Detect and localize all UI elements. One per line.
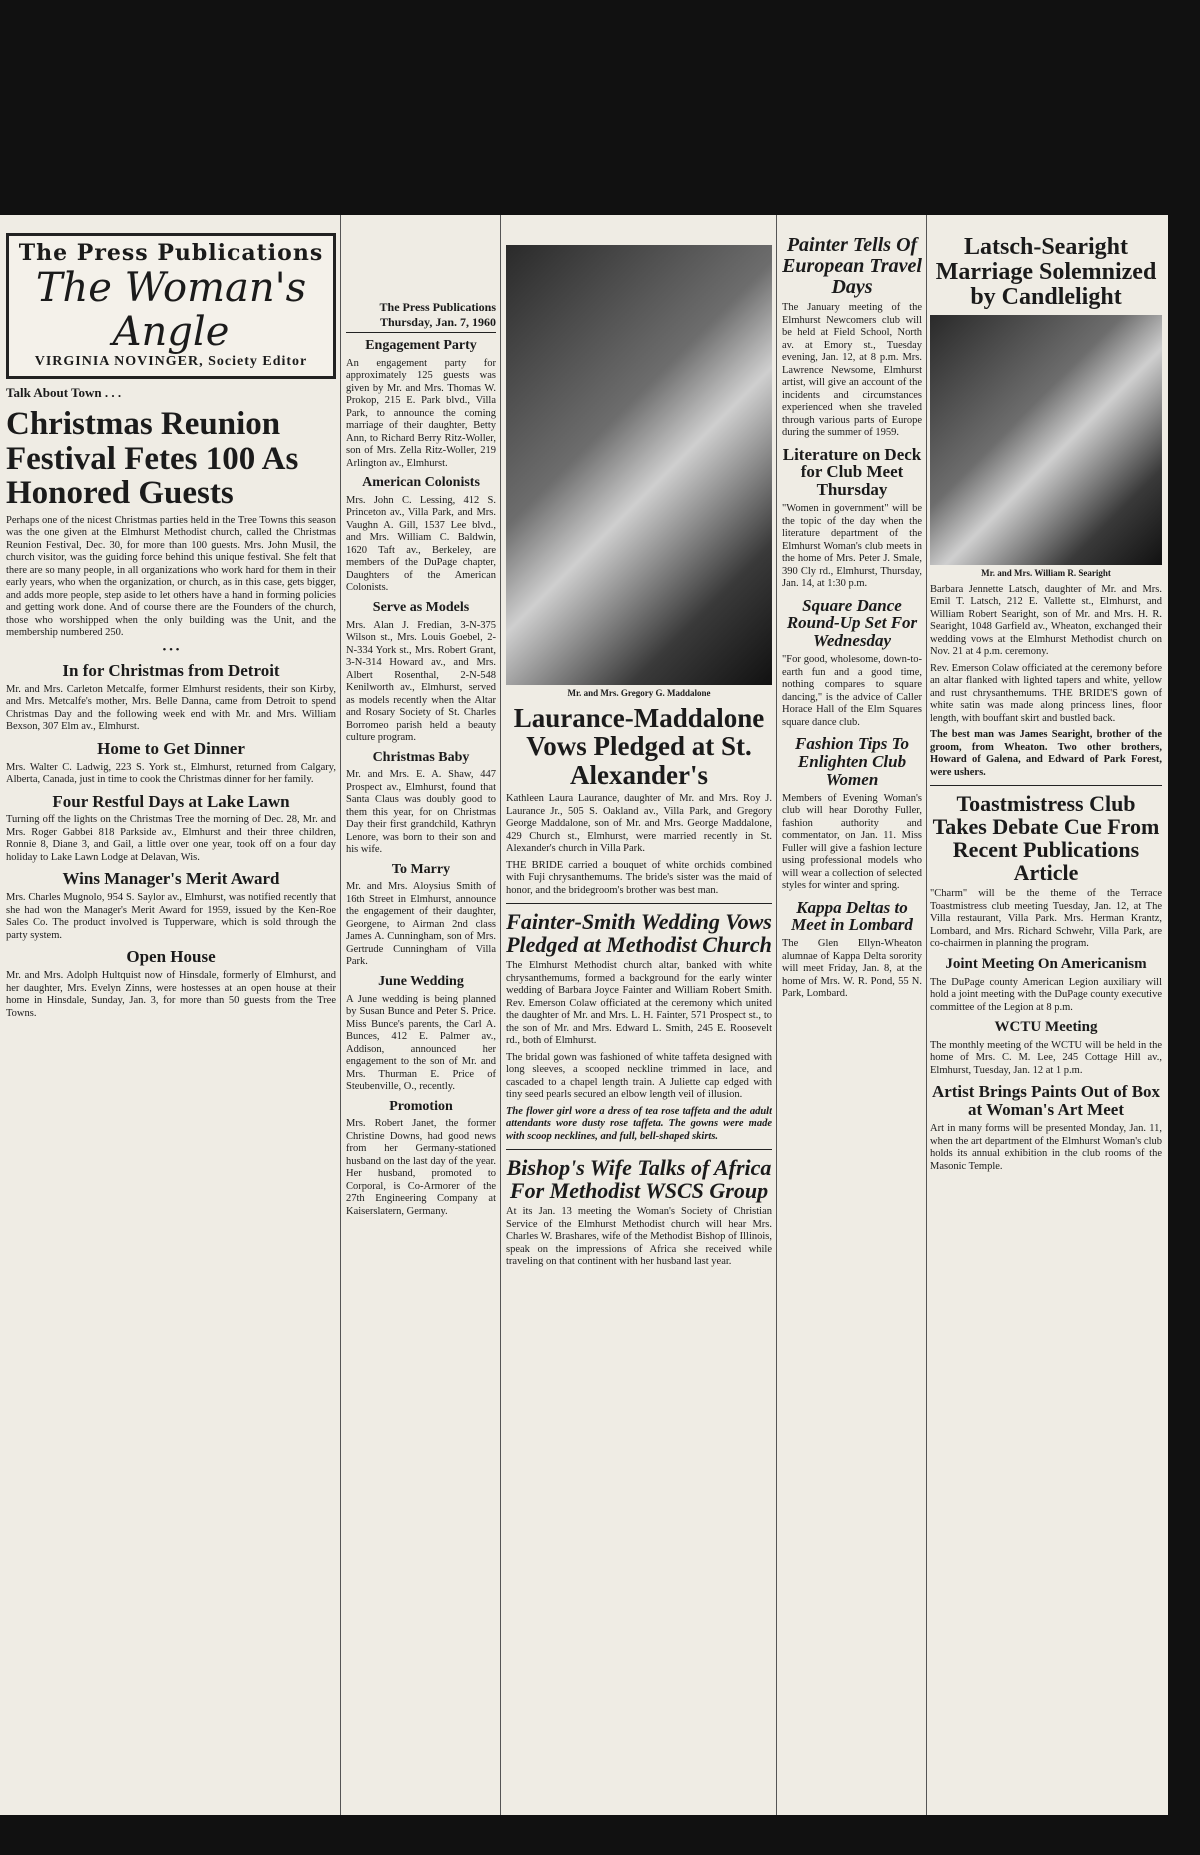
subhead: Open House	[126, 947, 216, 967]
article-body: Perhaps one of the nicest Christmas parties held in the Tree Towns this season was the one given at the Elmhurst Methodist church, called the Christmas Reunion Festival, Dec. 30, for more than 100 guests. Mrs. John Musil, the church visitor, was the guiding force behind this unique festival. She felt that there are so many people, in all organizations who work hard for them in their early years, who when the organization, or church, as in this case, gets bigger, and adds more people, step aside to let others have a hand in forming policies and getting work done. And of course there are the Founders of the church, those who worshipped when the only building was the Unit, and the membership numbered 250.	[6, 514, 336, 639]
wedding-photo	[506, 245, 772, 685]
subhead: Joint Meeting On Americanism	[945, 955, 1147, 972]
headline-christmas-reunion: Christmas Reunion Festival Fetes 100 As Honored Guests	[6, 406, 299, 512]
article-body: Turning off the lights on the Christmas Tree the morning of Dec. 28, Mr. and Mrs. Roger Gabbei 818 Parkside av., Elmhurst and their three children, Ronnie 8, Diane 3, and Gail, a little over one year, took off on a four day holiday to Lake Lawn Lodge at Delavan, Wis.	[6, 814, 336, 863]
article-body: Mr. and Mrs. Adolph Hultquist now of Hinsdale, formerly of Elmhurst, and her daughter, Mrs. Evelyn Zinns, were hostesses at an open house at their home in Hinsdale, Sunday, Jan. 3, for more than 50 guests from the Tree Towns.	[6, 970, 336, 1019]
article-body: Mr. and Mrs. Carleton Metcalfe, former Elmhurst residents, their son Kirby, and Mrs. Metcalfe's mother, Mrs. Belle Danna, came from Detroit to spend Christmas Day and the following week end with Mr. and Mrs. William Bexson, 307 Elm av., Elmhurst.	[6, 683, 336, 733]
article-body: Kathleen Laura Laurance, daughter of Mr. and Mrs. Roy J. Laurance Jr., 505 S. Oakland av., Villa Park, and Gregory George Maddalone, son of Mr. and Mrs. George Maddalone, 429 Church st., Elmhurst, were married recently in St. Alexander's church in Villa Park.	[506, 793, 772, 855]
headline-bishops-wife: Bishop's Wife Talks of Africa For Methodist WSCS Group	[506, 1155, 772, 1204]
article-body: The bridal gown was fashioned of white taffeta designed with long sleeves, a scooped neckline trimmed in lace, and cascaded to a chapel length train. A Juliette cap edged with tiny seed pearls secured an elbow length veil of illusion.	[506, 1051, 772, 1101]
masthead-section-title: The Woman's Angle	[35, 265, 307, 355]
column-rule	[776, 215, 777, 1815]
column-society-briefs	[346, 215, 496, 1815]
article-caption: The best man was James Searight, brother of the groom, from Wheaton. Two other brothers, Howard of Galena, and Edward of Park Forest, were ushers.	[930, 729, 1162, 778]
headline-square-dance: Square Dance Round-Up Set For Wednesday	[786, 595, 918, 651]
article-body: The monthly meeting of the WCTU will be held in the home of Mrs. C. M. Lee, 245 Cottage Hill av., Elmhurst, Tuesday, Jan. 12 at 1 p.m.	[930, 1039, 1162, 1076]
column-talk-about-town	[6, 215, 336, 1815]
article-body: The Elmhurst Methodist church altar, banked with white chrysanthemums, formed a background for the early winter wedding of Barbara Joyce Fainter and William Robert Smith. Rev. Emerson Colaw officiated at the ceremony which united the daughter of Mr. and Mrs. L. H. Fainter, 571 Prospect st., to the son of Mr. and Mrs. Edward L. Smith, 245 E. Roosevelt rd., both of Elmhurst.	[506, 960, 772, 1047]
photo-caption: Mr. and Mrs. Gregory G. Maddalone	[567, 688, 711, 698]
article-body: Mr. and Mrs. E. A. Shaw, 447 Prospect av., Elmhurst, found that Santa Claus was doubly good to them this year, for on Christmas Day their first grandchild, Kathryn Lenore, was born to their son and his wife.	[346, 769, 496, 856]
headline-fainter-smith: Fainter-Smith Wedding Vows Pledged at Methodist Church	[506, 909, 772, 958]
subhead: Christmas Baby	[372, 749, 470, 765]
article-body: At its Jan. 13 meeting the Woman's Society of Christian Service of the Elmhurst Methodist church will hear Mrs. Charles W. Brashares, wife of the Methodist Bishop of Illinois, speak on the impressions of Africa she received while traveling on that continent with her husband last year.	[506, 1206, 772, 1268]
separator: • • •	[162, 643, 180, 656]
subhead: To Marry	[391, 861, 451, 877]
article-body: A June wedding is being planned by Susan Bunce and Peter S. Price. Miss Bunce's parents, the Carl A. Bunces, 412 E. Palmer av., Addison, announced her engagement to the son of Mr. and Mrs. Thurman E. Price of Steubenville, O., recently.	[346, 993, 496, 1093]
headline-artist-brings: Artist Brings Paints Out of Box at Woman's Art Meet	[931, 1082, 1161, 1120]
subhead: WCTU Meeting	[994, 1019, 1098, 1036]
dateline-date: Thursday, Jan. 7, 1960	[346, 315, 496, 333]
column-weddings	[506, 215, 772, 1815]
article-body: Mrs. Charles Mugnolo, 954 S. Saylor av., Elmhurst, was notified recently that she had won the Manager's Merit Award for 1959, issued by the Ken-Roe Sales Co. The product involved is Tupperware, which is sold through the party system.	[6, 892, 336, 941]
article-body: Mrs. Robert Janet, the former Christine Downs, had good news from her Germany-stationed husband on the last day of the year. Her husband, promoted to Corporal, is Co-Armorer of the 27th Engineering Company at Kaiserslatern, Germany.	[346, 1118, 496, 1217]
divider	[506, 903, 772, 904]
article-body: Mr. and Mrs. Aloysius Smith of 16th Street in Elmhurst, announce the engagement of their daughter, Georgene, to Airman 2nd class James A. Cunningham, son of Mrs. Gertrude Cunningham of Villa Park.	[346, 881, 496, 968]
divider	[930, 785, 1162, 786]
column-latsch-searight	[930, 215, 1162, 1815]
subhead: Home to Get Dinner	[97, 738, 245, 758]
headline-painter-tells: Painter Tells Of European Travel Days	[782, 234, 922, 298]
subhead: Promotion	[389, 1098, 453, 1114]
masthead-editor: VIRGINIA NOVINGER, Society Editor	[34, 354, 308, 369]
column-rule	[926, 215, 927, 1815]
photo-caption: Mr. and Mrs. William R. Searight	[981, 567, 1111, 578]
wedding-photo	[930, 315, 1162, 565]
column-club-news	[782, 215, 922, 1815]
article-body: The January meeting of the Elmhurst Newcomers club will be held at Field School, North av. at Emory st., Tuesday evening, Jan. 12, at 8 p.m. Mrs. Lawrence Newsome, Elmhurst artist, will give an account of the incidents and circumstances experienced when she traveled through various parts of Europe during the summer of 1959.	[782, 302, 922, 438]
subhead: Four Restful Days at Lake Lawn	[52, 791, 290, 811]
column-rule	[500, 215, 501, 1815]
subhead: Engagement Party	[365, 338, 477, 353]
subhead: Serve as Models	[372, 599, 470, 615]
section-masthead	[6, 233, 336, 379]
article-body: The Glen Ellyn-Wheaton alumnae of Kappa Delta sorority will meet Friday, Jan. 8, at the home of Mrs. W. R. Pond, 55 N. Park, Lombard.	[782, 938, 922, 1000]
article-body: An engagement party for approximately 125 guests was given by Mr. and Mrs. Thomas W. Prokop, 215 E. Park blvd., Villa Park, to announce the coming marriage of their daughter, Betty Ann, to Richard Berry Ritz-Woller, son of Mrs. Zella Ritz-Woller, 219 Arlington av., Elmhurst.	[346, 357, 496, 469]
subhead: American Colonists	[362, 475, 480, 491]
headline-latsch-searight: Latsch-Searight Marriage Solemnized by Candlelight	[935, 234, 1157, 311]
masthead-publisher: The Press Publications	[18, 240, 324, 266]
article-body: Mrs. Alan J. Fredian, 3-N-375 Wilson st., Mrs. Louis Goebel, 2-N-334 York st., Mrs. Robert Grant, 3-N-314 Howard av., and Mrs. Albert Rosenthal, 2-N-548 Kenilworth av., Elmhurst, served as models recently when the Altar and Rosary Society of St. Charles Borromeo parish held a beauty culture program.	[346, 619, 496, 744]
subhead: Wins Manager's Merit Award	[62, 869, 280, 889]
divider	[506, 1149, 772, 1150]
headline-fashion-tips: Fashion Tips To Enlighten Club Women	[794, 734, 909, 789]
article-body: Mrs. John C. Lessing, 412 S. Princeton av., Villa Park, and Mrs. Vaughn A. Gill, 1537 Lee blvd., and Mrs. William C. Baldwin, 1620 Taft av., Berkeley, are members of the DuPage chapter, Daughters of the American Colonists.	[346, 494, 496, 594]
article-body: "Women in government" will be the topic of the day when the literature department of the Elmhurst Woman's club meets in the home of Mrs. Peter J. Smale, 390 Cly rd., Elmhurst, Thursday, Jan. 14, at 1:30 p.m.	[782, 503, 922, 590]
article-body: Barbara Jennette Latsch, daughter of Mr. and Mrs. Emil T. Latsch, 212 E. Vallette st., Elmhurst, and William Robert Searight, son of Mr. and Mrs. H. R. Searight, 1048 Garfield av., Wheaton, exchanged their wedding vows at the Elmhurst Methodist church on Nov. 21 at 4 p.m. ceremony.	[930, 583, 1162, 658]
article-body: Art in many forms will be presented Monday, Jan. 11, when the art department of the Elmhurst Woman's club holds its annual exhibition in the club rooms of the Masonic Temple.	[930, 1123, 1162, 1172]
article-body: "For good, wholesome, down-to-earth fun and a good time, nothing compares to square dancing," is the advice of Caller Horace Hall of the Elm Squares square dance club.	[782, 654, 922, 728]
article-body: Rev. Emerson Colaw officiated at the ceremony before an altar flanked with lighted tapers and white, yellow and rust chrysanthemums. THE BRIDE'S gown of white satin was made along princess lines, floor length, with bouffant skirt and bustled back.	[930, 662, 1162, 724]
article-body: THE BRIDE carried a bouquet of white orchids combined with Fuji chrysanthemums. The bride's sister was the maid of honor, and the bridegroom's brother was best man.	[506, 859, 772, 896]
newspaper-page	[0, 215, 1168, 1815]
headline-toastmistress: Toastmistress Club Takes Debate Cue From Recent Publications Article	[932, 791, 1160, 886]
article-caption: The flower girl wore a dress of tea rose taffeta and the adult attendants wore dusty rose taffeta. The gowns were made with scoop necklines, and full, bell-shaped skirts.	[506, 1105, 772, 1142]
article-body: Mrs. Walter C. Ladwig, 223 S. York st., Elmhurst, returned from Calgary, Alberta, Canada, just in time to cook the Christmas dinner for her family.	[6, 761, 336, 786]
article-body: "Charm" will be the theme of the Terrace Toastmistress club meeting Tuesday, Jan. 12, at The Villa restaurant, Villa Park. Mrs. Herman Krantz, Lombard, and Mrs. Richard Schwehr, Villa Park, are co-chairmen in planning the program.	[930, 888, 1162, 950]
article-body: Members of Evening Woman's club will hear Dorothy Fuller, fashion authority and commentator, on Jan. 11. Miss Fuller will give a fashion lecture using professional models who will wear a collection of selected styles for winter and spring.	[782, 792, 922, 892]
column-rule	[340, 215, 341, 1815]
headline-laurance-maddalone: Laurance-Maddalone Vows Pledged at St. Alexander's	[513, 703, 765, 790]
dateline-paper: The Press Publications	[379, 300, 496, 314]
subhead: In for Christmas from Detroit	[62, 660, 280, 680]
subhead: June Wedding	[378, 973, 464, 989]
article-body: The DuPage county American Legion auxiliary will hold a joint meeting with the DuPage county executive committee of the Legion at 8 p.m.	[930, 976, 1162, 1013]
headline-kappa-deltas: Kappa Deltas to Meet in Lombard	[791, 897, 913, 935]
kicker: Talk About Town . . .	[6, 385, 122, 400]
headline-literature: Literature on Deck for Club Meet Thursday	[782, 444, 922, 500]
